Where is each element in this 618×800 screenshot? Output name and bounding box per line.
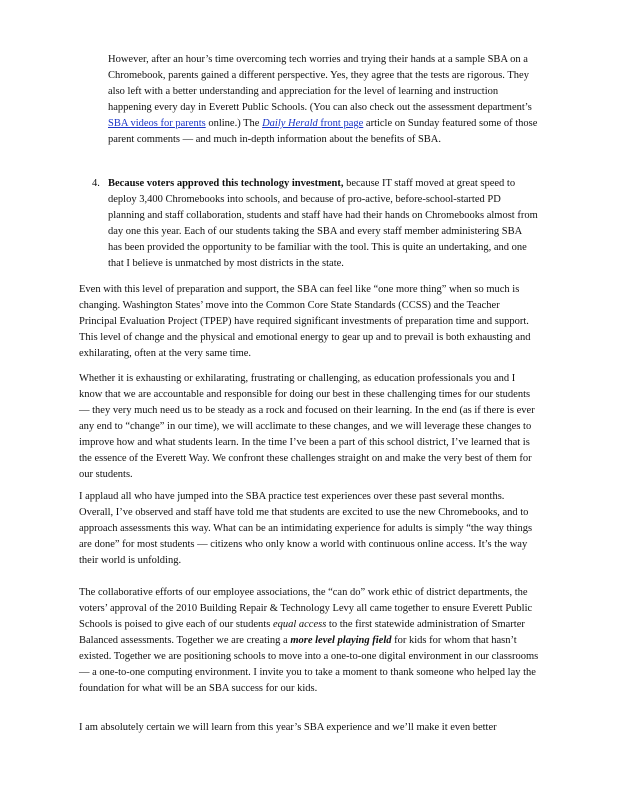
sba-videos-link[interactable]: SBA videos for parents <box>108 118 206 129</box>
collab-text-c: for kids for whom that hasn’t existed. Together we are positioning schools to move into a one-to-one digital environment in our classrooms — a one-to-one computing environment. I invite you to take a moment to thank someone who helped lay the foundation for what will be an SBA success for our kids. <box>79 635 539 694</box>
paragraph-collaborative <box>79 585 539 697</box>
equal-access-emphasis: equal access <box>272 619 327 630</box>
collab-text-b: to the first statewide administration of Smarter Balanced assessments. Together we are creating a <box>79 619 525 646</box>
level-playing-field-emphasis: more level playing field <box>290 635 392 646</box>
intro-text-3: article on Sunday featured some of those parent comments — and much in-depth information about the benefits of SBA. <box>108 118 538 145</box>
intro-paragraph <box>108 52 538 148</box>
paragraph-applaud: I applaud all who have jumped into the SBA practice test experiences over these past several months. Overall, I’ve observed and staff have told me that students are excited to use the new Chromebooks, and to approach assessments this way. What can be an intimidating experience for adults is simply “the way things are done” for most students — citizens who only know a world with continuous online access. It’s the way their world is unfolding. <box>79 491 533 566</box>
list-item-text: because IT staff moved at great speed to deploy 3,400 Chromebooks into schools, and because of pro-active, before-school-started PD planning and staff collaboration, students and staff have had their hands on Chromebooks almost from day one this year. Each of our students taking the SBA and every staff member administering SBA has been provided the opportunity to be familiar with the tool. This is quite an undertaking, and one that I believe is unmatched by most districts in the state. <box>108 178 538 269</box>
paragraph-preparation: Even with this level of preparation and support, the SBA can feel like “one more thing” when so much is changing. Washington States’ move into the Common Core State Standards (CCSS) and the Teacher Principal Evaluation Project (TPEP) have required significant investments of preparation time and support. This level of change and the physical and emotional energy to gear up and to prevail is both exhausting and exhilarating, often at the very same time. <box>79 284 531 359</box>
daily-herald-name: Daily Herald <box>262 118 318 129</box>
list-item-4 <box>92 176 538 272</box>
list-item-number: 4. <box>92 178 100 189</box>
paragraph-exhausting: Whether it is exhausting or exhilarating, frustrating or challenging, as education professionals you and I know that we are accountable and responsible for doing our best in these challenging times for our students — they very much need us to be steady as a rock and focused on their learning. In the end (as if there is ever any end to “change” in our time), we will acclimate to these changes, and we will leverage these changes to improve how and what students learn. In the time I’ve been a part of this school district, I’ve learned that is the essence of the Everett Way. We confront these challenges straight on and make the very best of them for our students. <box>79 373 535 480</box>
intro-text-2: online.) The <box>205 118 263 129</box>
daily-herald-link[interactable] <box>262 118 363 129</box>
collab-text-a: The collaborative efforts of our employee associations, the “can do” work ethic of district departments, the voters’ approval of the 2010 Building Repair & Technology Levy all came together to ensure Everett Public Schools is poised to give each of our students <box>79 587 533 630</box>
list-item-bold-lead: Because voters approved this technology investment, <box>108 178 344 189</box>
front-page-text: front page <box>317 118 364 129</box>
intro-text-1: However, after an hour’s time overcoming tech worries and trying their hands at a sample SBA on a Chromebook, parents gained a different perspective. Yes, they agree that the tests are rigorous. They also left with a better understanding and appreciation for the level of learning and instruction happening every day in Everett Public Schools. (You can also check out the assessment department’s <box>108 54 532 113</box>
paragraph-certain: I am absolutely certain we will learn from this year’s SBA experience and we’ll make it even better <box>79 722 497 733</box>
